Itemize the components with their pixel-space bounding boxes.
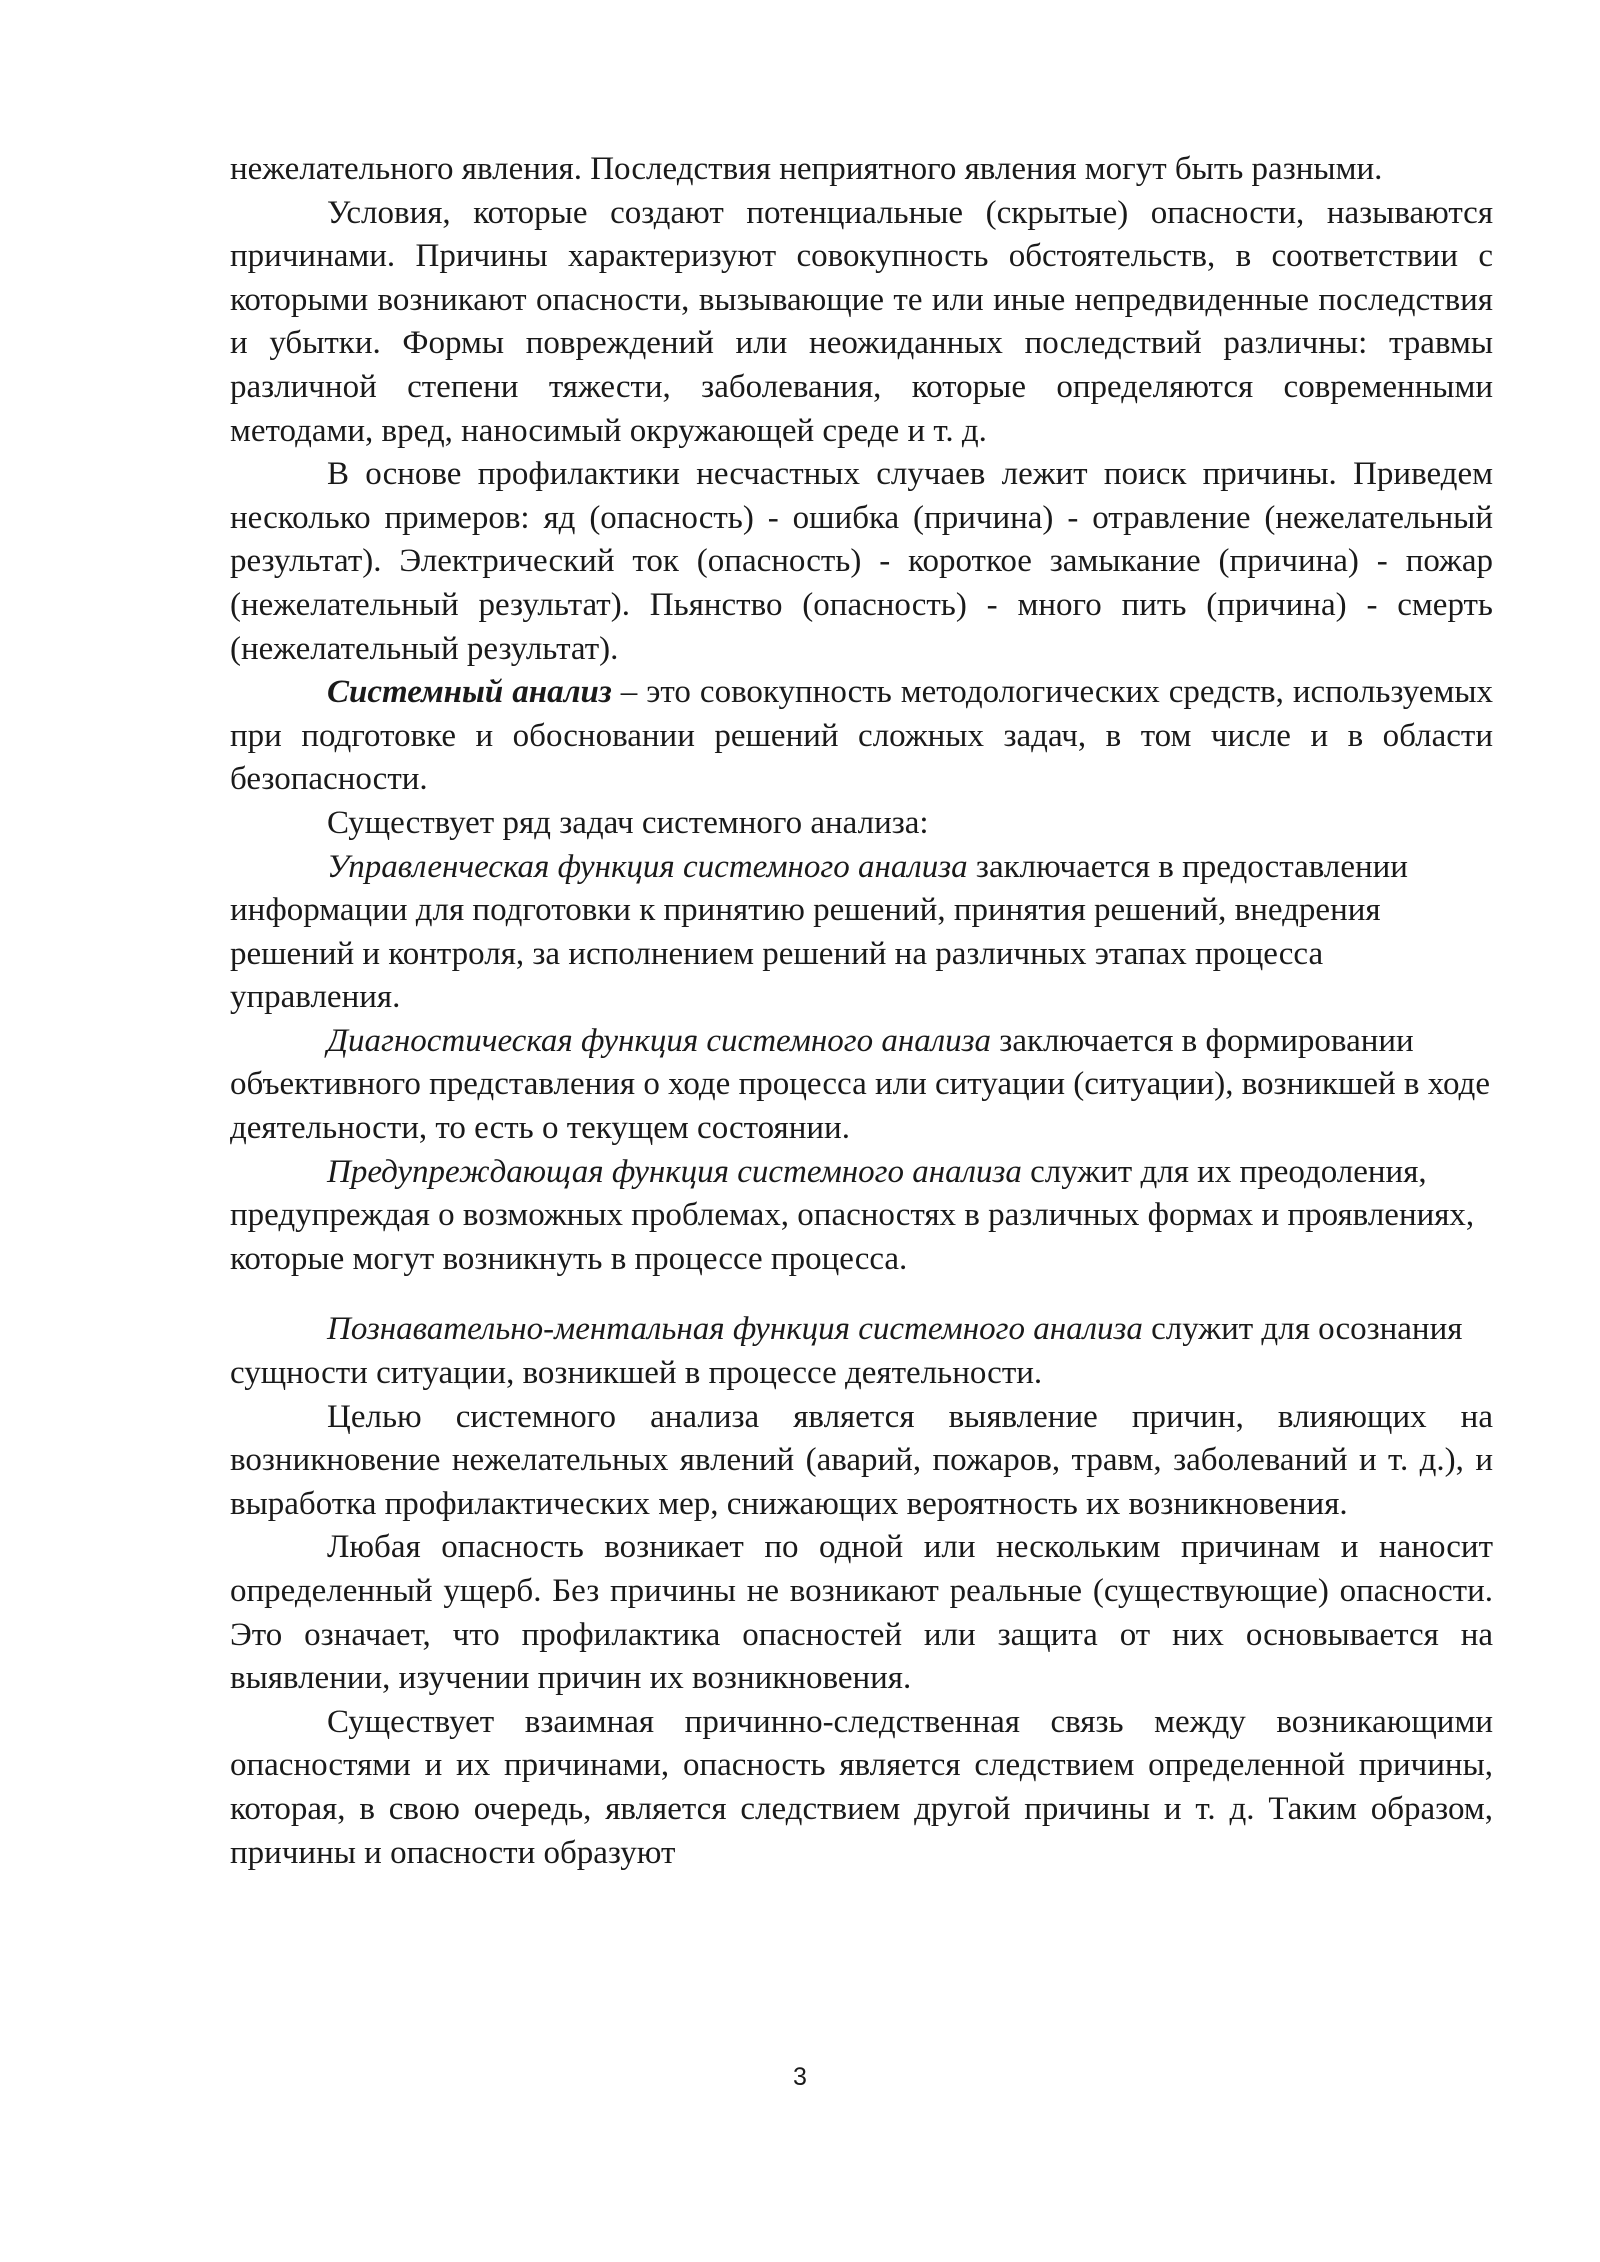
- paragraph-body: служит для осознания сущности ситуации, возникшей в процессе деятельности.: [230, 1311, 1463, 1392]
- paragraph-tasks-intro: Существует ряд задач системного анализа:: [327, 804, 929, 841]
- paragraph-body: заключается в формировании объективного представления о ходе процесса или ситуации (ситуации), возникшей в ходе деятельности, то есть о текущем состоянии.: [230, 1022, 1490, 1147]
- paragraph-analysis-goal: Целью системного анализа является выявление причин, влияющих на возникновение нежелательных явлений (аварий, пожаров, травм, заболеваний и т. д.), и выработка профилактических мер, снижающих вероятность их возникновения.: [230, 1398, 1493, 1522]
- paragraph-cognitive-function: [230, 1308, 1493, 1395]
- paragraph-body: – это совокупность методологических средств, используемых при подготовке и обосновании решений сложных задач, в том числе и в области безопасности.: [230, 674, 1493, 798]
- paragraph-system-analysis-definition: [230, 671, 1493, 802]
- paragraph-body: служит для их преодоления, предупреждая о возможных проблемах, опасностях в различных формах и проявлениях, которые могут возникнуть в процессе процесса.: [230, 1153, 1475, 1277]
- paragraph-management-function: [230, 846, 1493, 1020]
- paragraph-prevention-examples: В основе профилактики несчастных случаев лежит поиск причины. Приведем несколько примеров: яд (опасность) - ошибка (причина) - отравление (нежелательный результат). Электрический ток (опасность) - короткое замыкание (причина) - пожар (нежелательный результат). Пьянство (опасность) - много пить (причина) - смерть (нежелательный результат).: [230, 456, 1493, 667]
- term-diagnostic-function: Диагностическая функция системного анализа: [327, 1022, 992, 1059]
- page-number: 3: [793, 2063, 807, 2091]
- paragraph-body: заключается в предоставлении информации для подготовки к принятию решений, принятия решений, внедрения решений и контроля, за исполнением решений на различных этапах процесса управления.: [230, 848, 1408, 1016]
- paragraph-warning-function: [230, 1151, 1493, 1282]
- document-page: [230, 148, 1493, 1875]
- term-management-function: Управленческая функция системного анализа: [327, 848, 968, 885]
- paragraph-any-danger: Любая опасность возникает по одной или нескольким причинам и наносит определенный ущерб. Без причины не возникают реальные (существующие) опасности. Это означает, что профилактика опасностей или защита от них основывается на выявлении, изучении причин их возникновения.: [230, 1529, 1493, 1697]
- term-warning-function: Предупреждающая функция системного анализа: [327, 1153, 1022, 1190]
- paragraph-continuation: нежелательного явления. Последствия неприятного явления могут быть разными.: [230, 151, 1383, 187]
- paragraph-causes-definition: Условия, которые создают потенциальные (скрытые) опасности, называются причинами. Причины характеризуют совокупность обстоятельств, в соответствии с которыми возникают опасности, вызывающие те или иные непредвиденные последствия и убытки. Формы повреждений или неожиданных последствий различны: травмы различной степени тяжести, заболевания, которые определяются современными методами, вред, наносимый окружающей среде и т. д.: [230, 194, 1493, 449]
- term-cognitive-function: Познавательно-ментальная функция системного анализа: [327, 1311, 1143, 1348]
- paragraph-diagnostic-function: [230, 1020, 1493, 1151]
- paragraph-causal-relationship: Существует взаимная причинно-следственная связь между возникающими опасностями и их причинами, опасность является следствием определенной причины, которая, в свою очередь, является следствием другой причины и т. д. Таким образом, причины и опасности образуют: [230, 1703, 1493, 1871]
- term-system-analysis: Системный анализ: [327, 674, 612, 711]
